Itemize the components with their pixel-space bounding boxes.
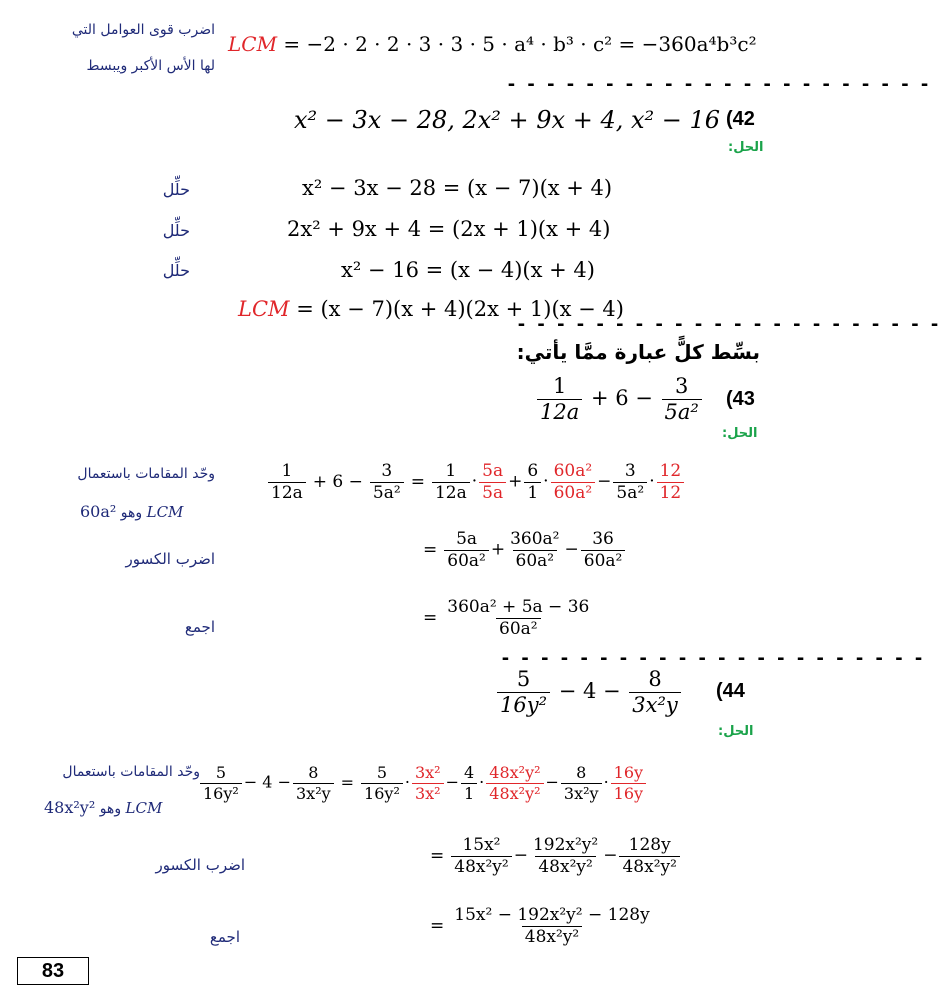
problem-42-solution-label: الحل: xyxy=(728,140,764,155)
p43-note-lcm: 60a² وهو LCM xyxy=(80,502,184,521)
page-number-box xyxy=(17,957,89,985)
p44-note-multiply: اضرب الكسور xyxy=(155,856,245,874)
divider-1: - - - - - - - - - - - - - - - - - - - - - - xyxy=(506,74,929,95)
problem-42-expression: x² − 3x − 28, 2x² + 9x + 4, x² − 16 xyxy=(294,106,721,134)
top-lcm-line xyxy=(228,32,757,56)
problem-44-number: (44 xyxy=(716,680,745,702)
problem-44-solution-label: الحل: xyxy=(718,724,754,739)
p43-step3: = $\frac{\text{360a² + 5a − 36}}{\text{60a²}}$ xyxy=(423,597,590,639)
problem-43-solution-label: الحل: xyxy=(722,426,758,441)
problem-42-number: (42 xyxy=(726,108,755,130)
divider-3: - - - - - - - - - - - - - - - - - - - - - - xyxy=(500,648,923,669)
factor-equation-1: x² − 3x − 28 = (x − 7)(x + 4) xyxy=(302,176,613,200)
factor-equation-2: 2x² + 9x + 4 = (2x + 1)(x + 4) xyxy=(287,217,611,241)
p44-step2: = $\frac{\text{15x²}}{\text{48x²y²}}$ − $\frac{\text{192x²y²}}{\text{48x²y²}}$ − $\frac{128y}{\text{48x²y²}}$ xyxy=(425,836,682,876)
p44-step1: $\frac{5}{\text{16y²}}$ − 4 − $\frac{8}{\text{3x²y}}$ = $\frac{5}{\text{16y²}}$ · $\frac{\text{3x²}}{\text{3x²}}$ − $\frac{4}{1}$ · $\frac{\text{48x²y²}}{\text{48x²y²}}$ − $\frac{8}{\text{3x²y}}$ · $\frac{16y}{16y}$ xyxy=(198,764,648,802)
problem-43-expression: $\frac{1}{12a}$ + 6 − $\frac{3}{\text{5a²}}$ xyxy=(535,375,704,424)
top-note-line1: اضرب قوى العوامل التي xyxy=(71,22,215,38)
problem-43-number: (43 xyxy=(726,388,755,410)
factor-label-2: حلِّل xyxy=(162,221,190,240)
top-lcm-equation: = −2 · 2 · 2 · 3 · 3 · 5 · a⁴ · b³ · c² = −360a⁴b³c² xyxy=(283,32,757,56)
factor-equation-3: x² − 16 = (x − 4)(x + 4) xyxy=(341,258,595,282)
p43-step1: $\frac{1}{12a}$ + 6 − $\frac{3}{\text{5a²}}$ = $\frac{1}{12a}$ · $\frac{5a}{5a}$ + $\frac{6}{1}$ · $\frac{\text{60a²}}{\text{60a²}}$ − $\frac{3}{\text{5a²}}$ · $\frac{12}{12}$ xyxy=(266,462,686,502)
p43-step2: = $\frac{5a}{\text{60a²}}$ + $\frac{\text{360a²}}{\text{60a²}}$ − $\frac{36}{\text{60a²}}$ xyxy=(418,530,627,570)
p42-lcm-line: LCM = (x − 7)(x + 4)(2x + 1)(x − 4) xyxy=(238,297,624,321)
p44-step3: = $\frac{\text{15x² − 192x²y² − 128y}}{\text{48x²y²}}$ xyxy=(430,905,650,947)
lcm-label: LCM xyxy=(228,32,278,56)
factor-label-3: حلِّل xyxy=(162,261,190,280)
p44-note-unify: وحّد المقامات باستعمال xyxy=(62,764,200,780)
page-number: 83 xyxy=(41,959,65,982)
p43-note-multiply: اضرب الكسور xyxy=(125,550,215,568)
p43-note-unify: وحّد المقامات باستعمال xyxy=(77,466,215,482)
instruction-heading: بسِّط كلًّ عبارة ممَّا يأتي: xyxy=(516,340,760,364)
p44-note-lcm: 48x²y² وهو LCM xyxy=(44,798,163,817)
divider-2: - - - - - - - - - - - - - - - - - - - - - - xyxy=(516,314,939,335)
top-note-line2: لها الأس الأكبر ويبسط xyxy=(86,58,215,74)
p43-note-add: اجمع xyxy=(184,618,215,636)
problem-44-expression: $\frac{5}{\text{16y²}}$ − 4 − $\frac{8}{\text{3x²y}}$ xyxy=(495,668,683,717)
factor-label-1: حلِّل xyxy=(162,180,190,199)
p44-note-add: اجمع xyxy=(209,928,240,946)
